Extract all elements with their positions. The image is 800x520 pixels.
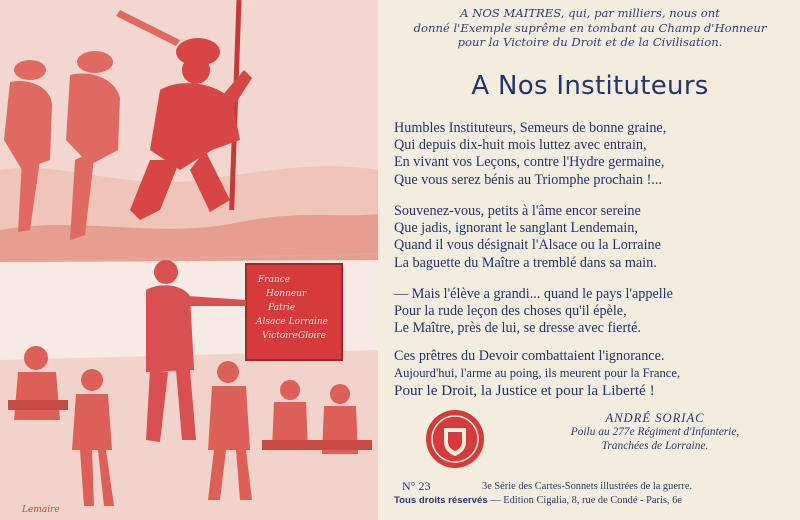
poem-line: — Mais l'élève a grandi... quand le pays l'appelle [394, 286, 673, 302]
blackboard-line: Gloire [298, 331, 326, 341]
poem-line: Ces prêtres du Devoir combattaient l'ignorance. [394, 348, 665, 364]
dedication [388, 6, 792, 50]
poem-line: Humbles Instituteurs, Semeurs de bonne graine, [394, 120, 667, 136]
blackboard-line: Patrie [268, 303, 296, 313]
poem-line: Que jadis, ignorant le sanglant Lendemain, [394, 220, 638, 237]
series-note: 3e Série des Cartes-Sonnets illustrées de la guerre. [482, 481, 693, 492]
poem-line: Souvenez-vous, petits à l'âme encor sereine [394, 203, 641, 219]
poem-line: Aujourd'hui, l'arme au poing, ils meurent pour la France, [394, 366, 681, 381]
stanza-3 [394, 286, 794, 338]
poem-line: En vivant vos Leçons, contre l'Hydre germaine, [394, 154, 665, 171]
poem-line: La baguette du Maître a tremblé dans sa main. [394, 254, 657, 271]
poem-column [388, 0, 792, 520]
rights-line [394, 494, 682, 507]
blackboard-line: Honneur [266, 289, 307, 299]
poem-line: Pour le Droit, la Justice et pour la Liberté ! [394, 382, 655, 400]
poem-line: Qui depuis dix-huit mois luttez avec entrain, [394, 137, 647, 154]
dedication-line: donné l'Exemple suprême en tombant au Champ d'Honneur [413, 20, 767, 35]
blackboard-line: Victoire [262, 331, 298, 341]
poem-line: Que vous serez bénis au Triomphe prochain !... [394, 171, 662, 188]
stanza-1 [394, 120, 794, 189]
page-title: A Nos Instituteurs [471, 71, 709, 101]
stanza-4 [394, 348, 794, 400]
illustration [0, 0, 380, 520]
poem-line: Quand il vous désignait l'Alsace ou la Lorraine [394, 237, 661, 254]
author-location: Tranchées de Lorraine. [601, 439, 709, 452]
poem-line: Pour la rude leçon des choses qu'il épèle, [394, 303, 627, 320]
author-role: Poilu au 277e Régiment d'Infanterie, [570, 426, 740, 438]
stanza-2 [394, 203, 794, 272]
artist-signature: Lemaire [22, 505, 60, 515]
dedication-line: pour la Victoire du Droit et de la Civilisation. [457, 35, 723, 50]
card-number: N° 23 [402, 479, 431, 493]
author-name: ANDRÉ SORIAC [605, 411, 705, 425]
poem-line: Le Maître, près de lui, se dresse avec fierté. [394, 320, 641, 337]
blackboard-line: France [258, 275, 291, 285]
rights-label: Tous droits réservés [394, 495, 488, 506]
blackboard-line: Alsace Lorraine [256, 317, 328, 327]
publisher-seal-icon [424, 408, 486, 470]
dedication-line: A NOS MAITRES, qui, par milliers, nous ont [460, 6, 720, 20]
signature-block [518, 410, 792, 453]
illustration-panel [0, 0, 380, 520]
publisher-info: — Edition Cigalia, 8, rue de Condé - Paris, 6e [490, 495, 682, 506]
